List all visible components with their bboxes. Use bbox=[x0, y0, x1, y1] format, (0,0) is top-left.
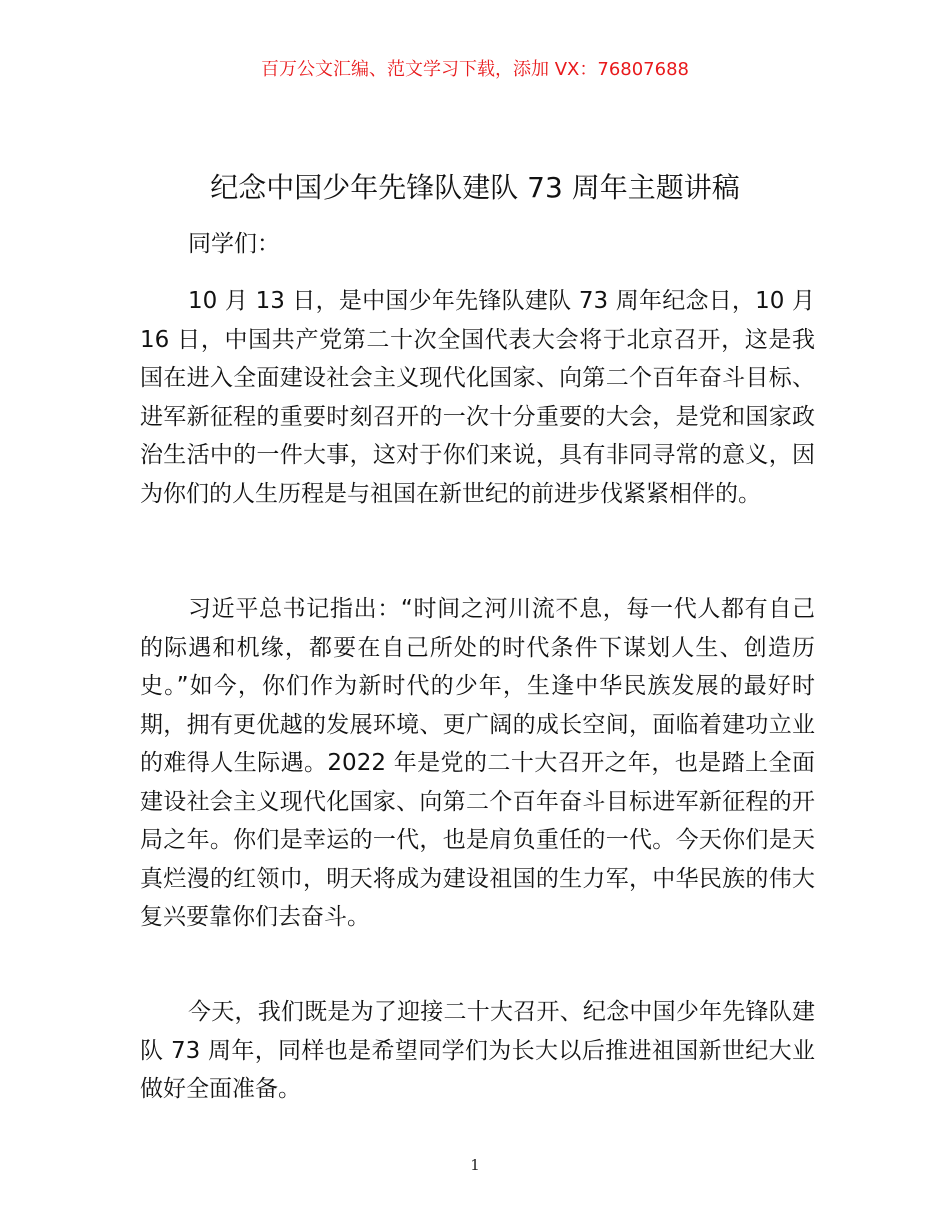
document-title: 纪念中国少年先锋队建队 73 周年主题讲稿 bbox=[210, 171, 740, 204]
salutation: 同学们： bbox=[188, 231, 280, 257]
paragraph-3: 今天，我们既是为了迎接二十大召开、纪念中国少年先锋队建队 73 周年，同样也是希望同学们为长大以后推进祖国新世纪大业做好全面准备。 bbox=[140, 999, 815, 1102]
paragraph-1: 10 月 13 日，是中国少年先锋队建队 73 周年纪念日，10 月 16 日，中国共产党第二十次全国代表大会将于北京召开，这是我国在进入全面建设社会主义现代化国家、向第二个百年奋斗目标、进军新征程的重要时刻召开的一次十分重要的大会，是党和国家政治生活中的一件大事，这对于你们来说，具有非同寻常的意义，因为你们的人生历程是与祖国在新世纪的前进步伐紧紧相伴的。 bbox=[140, 288, 815, 507]
header-banner: 百万公文汇编、范文学习下载，添加 VX：76807688 bbox=[261, 59, 689, 80]
paragraph-2: 习近平总书记指出：“时间之河川流不息，每一代人都有自己的际遇和机缘，都要在自己所处的时代条件下谋划人生、创造历史。”如今，你们作为新时代的少年，生逢中华民族发展的最好时期，拥有更优越的发展环境、更广阔的成长空间，面临着建功立业的难得人生际遇。2022 年是党的二十大召开之年，也是踏上全面建设社会主义现代化国家、向第二个百年奋斗目标进军新征程的开局之年。你们是幸运的一代，也是肩负重任的一代。今天你们是天真烂漫的红领巾，明天将成为建设祖国的生力军，中华民族的伟大复兴要靠你们去奋斗。 bbox=[140, 596, 815, 930]
page-number: 1 bbox=[470, 1156, 480, 1174]
